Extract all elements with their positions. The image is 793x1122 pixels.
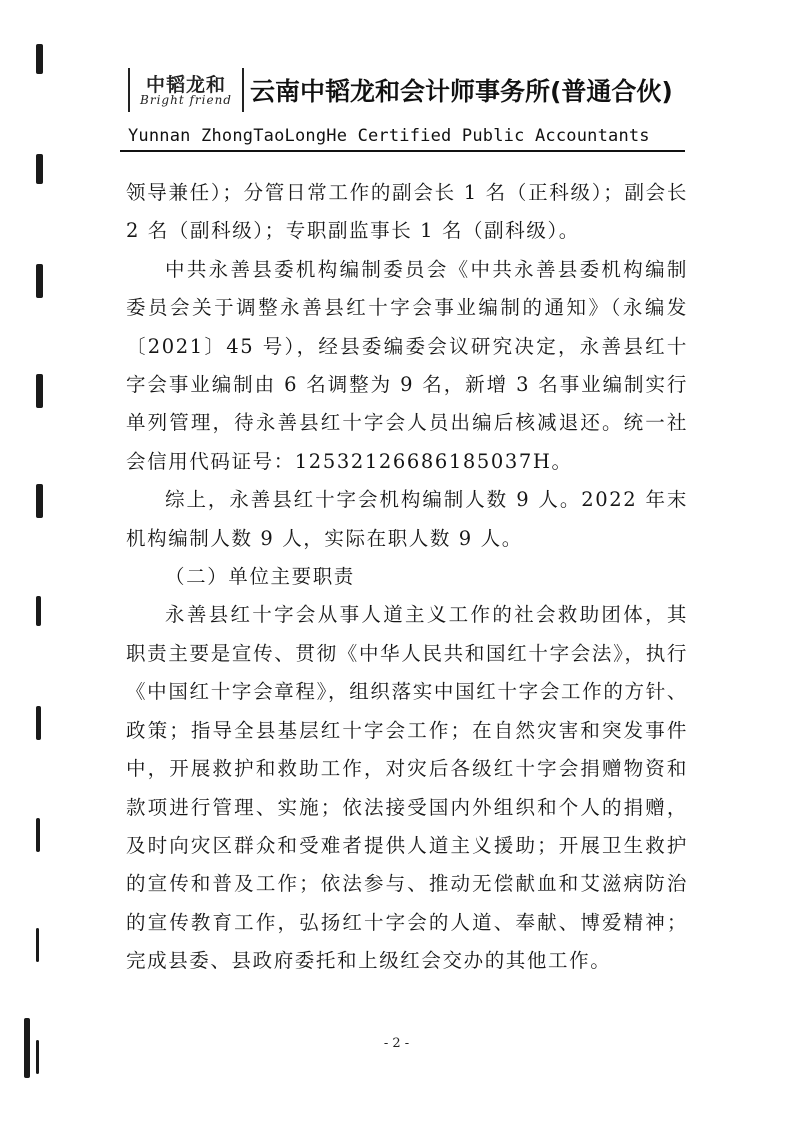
binding-mark <box>36 706 41 740</box>
document-body <box>126 174 688 981</box>
binding-mark <box>36 484 43 518</box>
paragraph: 永善县红十字会从事人道主义工作的社会救助团体，其职责主要是宣传、贯彻《中华人民共和国红十字会法》，执行《中国红十字会章程》，组织落实中国红十字会工作的方针、政策；指导全县基层红十字会工作；在自然灾害和突发事件中，开展救护和救助工作，对灾后各级红十字会捐赠物资和款项进行管理、实施；依法接受国内外组织和个人的捐赠，及时向灾区群众和受难者提供人道主义援助；开展卫生救护的宣传和普及工作；依法参与、推动无偿献血和艾滋病防治的宣传教育工作，弘扬红十字会的人道、奉献、博爱精神；完成县委、县政府委托和上级红会交办的其他工作。 <box>126 603 688 973</box>
firm-name-en: Yunnan ZhongTaoLongHe Certified Public Accountants <box>128 126 650 146</box>
binding-mark <box>36 928 39 962</box>
binding-mark <box>36 596 41 626</box>
letterhead <box>128 68 688 118</box>
firm-name-cn: 云南中韬龙和会计师事务所(普通合伙) <box>250 77 673 106</box>
firm-logo <box>128 68 244 112</box>
paragraph: 领导兼任）；分管日常工作的副会长 1 名（正科级）；副会长 2 名（副科级）；专职副监事长 1 名（副科级）。 <box>126 181 688 243</box>
section-heading: （二）单位主要职责 <box>165 565 355 589</box>
binding-mark <box>36 818 40 852</box>
logo-cn-text: 中韬龙和 <box>145 74 226 96</box>
logo-en-text: Bright friend <box>140 93 232 107</box>
paragraph: 综上，永善县红十字会机构编制人数 9 人。2022 年末机构编制人数 9 人，实际在职人数 9 人。 <box>126 488 688 550</box>
page-number: - 2 - <box>383 1036 410 1051</box>
binding-mark <box>36 374 43 408</box>
binding-mark <box>36 154 43 184</box>
header-divider <box>120 150 685 152</box>
binding-mark <box>36 264 43 298</box>
binding-mark <box>36 44 43 74</box>
paragraph: 中共永善县委机构编制委员会《中共永善县委机构编制委员会关于调整永善县红十字会事业编制的通知》（永编发〔2021〕45 号），经县委编委会议研究决定，永善县红十字会事业编制由 6 名调整为 9 名，新增 3 名事业编制实行单列管理，待永善县红十字会人员出编后核减退还。统一社会信用代码证号：12532126686185037H。 <box>126 257 688 473</box>
